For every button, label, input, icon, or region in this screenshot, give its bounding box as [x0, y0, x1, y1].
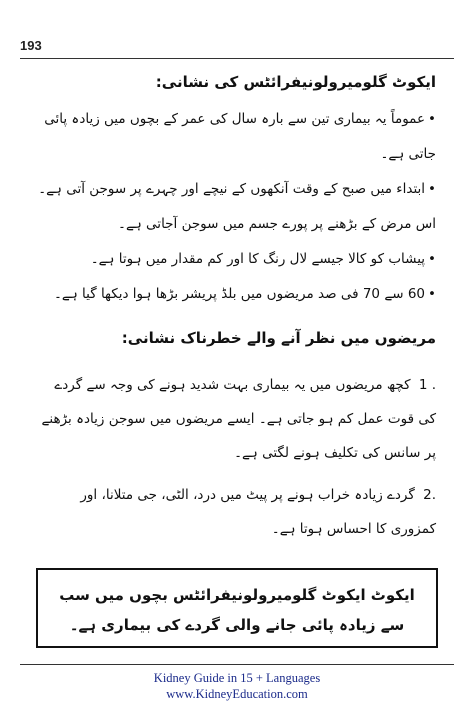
numbered-item — [38, 368, 436, 470]
footer-divider — [20, 664, 454, 665]
bullet-icon: • — [428, 111, 436, 127]
numbered-item — [38, 478, 436, 546]
list-item — [38, 242, 436, 277]
list-item-text: عموماً یہ بیماری تین سے بارہ سال کی عمر کے بچوں میں زیادہ پائی جاتی ہے۔ — [44, 111, 436, 162]
numbered-item-text: گردے زیادہ خراب ہونے پر پیٹ میں درد، الٹی، جی متلانا، اور کمزوری کا احساس ہوتا ہے۔ — [80, 487, 436, 537]
section-heading-danger-signs: مریضوں میں نظر آنے والے خطرناک نشانی: — [121, 329, 436, 347]
list-item — [38, 277, 436, 312]
list-item — [38, 102, 436, 172]
bullet-icon: • — [428, 181, 436, 197]
symptoms-list — [38, 102, 436, 312]
page-number: 193 — [20, 38, 42, 53]
danger-signs-list — [38, 368, 436, 546]
list-item — [38, 172, 436, 242]
list-item-text: 60 سے 70 فی صد مریضوں میں بلڈ پریشر بڑھا ہوا دیکھا گیا ہے۔ — [54, 286, 426, 302]
page-content — [38, 70, 436, 554]
summary-box — [36, 568, 438, 648]
section-heading-symptoms: ایکوٹ گلومیرولونیفرائٹس کی نشانی: — [155, 73, 436, 91]
list-item-text: ابتداء میں صبح کے وقت آنکھوں کے نیچے اور چہرے پر سوجن آتی ہے۔اس مرض کے بڑھنے پر پورے جسم میں سوجن آجاتی ہے۔ — [38, 181, 436, 232]
bullet-icon: • — [428, 286, 436, 302]
numbered-item-text: کچھ مریضوں میں یہ بیماری بہت شدید ہونے کی وجہ سے گردے کی قوت عمل کم ہو جاتی ہے۔ ایسے مریضوں میں سوجن زیادہ بڑھنے پر سانس کی تکلیف ہونے لگتی ہے۔ — [41, 377, 436, 461]
item-number: 2. — [423, 487, 436, 503]
header-divider — [20, 58, 454, 59]
list-item-text: پیشاب کو کالا جیسے لال رنگ کا اور کم مقدار میں ہوتا ہے۔ — [90, 251, 426, 267]
bullet-icon: • — [428, 251, 436, 267]
footer-website-link[interactable]: www.KidneyEducation.com — [166, 687, 308, 701]
footer — [0, 670, 474, 702]
footer-title: Kidney Guide in 15 + Languages — [153, 671, 321, 685]
summary-text: ایکوٹ ایکوٹ گلومیرولونیفرائٹس بچوں میں سب سے زیادہ پائی جانے والی گردے کی بیماری ہے۔ — [59, 586, 415, 634]
item-number: 1 . — [418, 377, 436, 393]
